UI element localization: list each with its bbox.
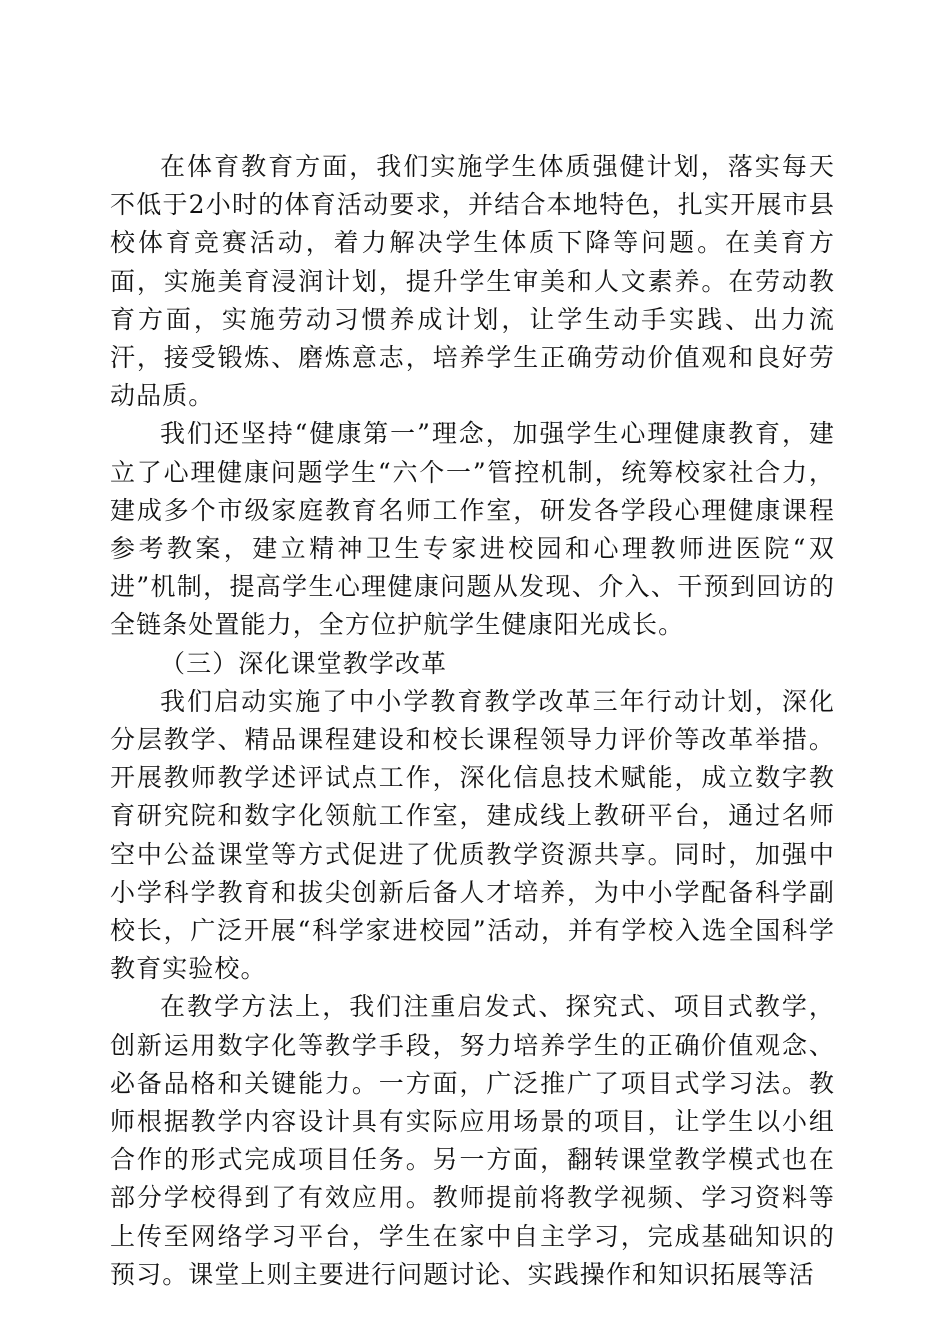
paragraph-teaching-reform: 我们启动实施了中小学教育教学改革三年行动计划，深化分层教学、精品课程建设和校长课程领导力评价等改革举措。开展教师教学述评试点工作，深化信息技术赋能，成立数字教育研究院和数字化领航工作室，建成线上教研平台，通过名师空中公益课堂等方式促进了优质教学资源共享。同时，加强中小学科学教育和拔尖创新后备人才培养，为中小学配备科学副校长，广泛开展“科学家进校园”活动，并有学校入选全国科学教育实验校。 <box>110 686 835 984</box>
section-heading: （三）深化课堂教学改革 <box>160 648 448 678</box>
paragraph-mental-health: 我们还坚持“健康第一”理念，加强学生心理健康教育，建立了心理健康问题学生“六个一”管控机制，统筹校家社合力，建成多个市级家庭教育名师工作室，研发各学段心理健康课程参考教案，建立精神卫生专家进校园和心理教师进医院“双进”机制，提高学生心理健康问题从发现、介入、干预到回访的全链条处置能力，全方位护航学生健康阳光成长。 <box>110 419 835 640</box>
paragraph-teaching-methods: 在教学方法上，我们注重启发式、探究式、项目式教学，创新运用数字化等教学手段，努力培养学生的正确价值观念、必备品格和关键能力。一方面，广泛推广了项目式学习法。教师根据教学内容设计具有实际应用场景的项目，让学生以小组合作的形式完成项目任务。另一方面，翻转课堂教学模式也在部分学校得到了有效应用。教师提前将教学视频、学习资料等上传至网络学习平台，学生在家中自主学习，完成基础知识的预习。课堂上则主要进行问题讨论、实践操作和知识拓展等活 <box>110 992 835 1289</box>
document-body <box>110 148 835 1294</box>
paragraph-physical-education: 在体育教育方面，我们实施学生体质强健计划，落实每天不低于2小时的体育活动要求，并结合本地特色，扎实开展市县校体育竞赛活动，着力解决学生体质下降等问题。在美育方面，实施美育浸润计划，提升学生审美和人文素养。在劳动教育方面，实施劳动习惯养成计划，让学生动手实践、出力流汗，接受锻炼、磨炼意志，培养学生正确劳动价值观和良好劳动品质。 <box>110 152 835 411</box>
